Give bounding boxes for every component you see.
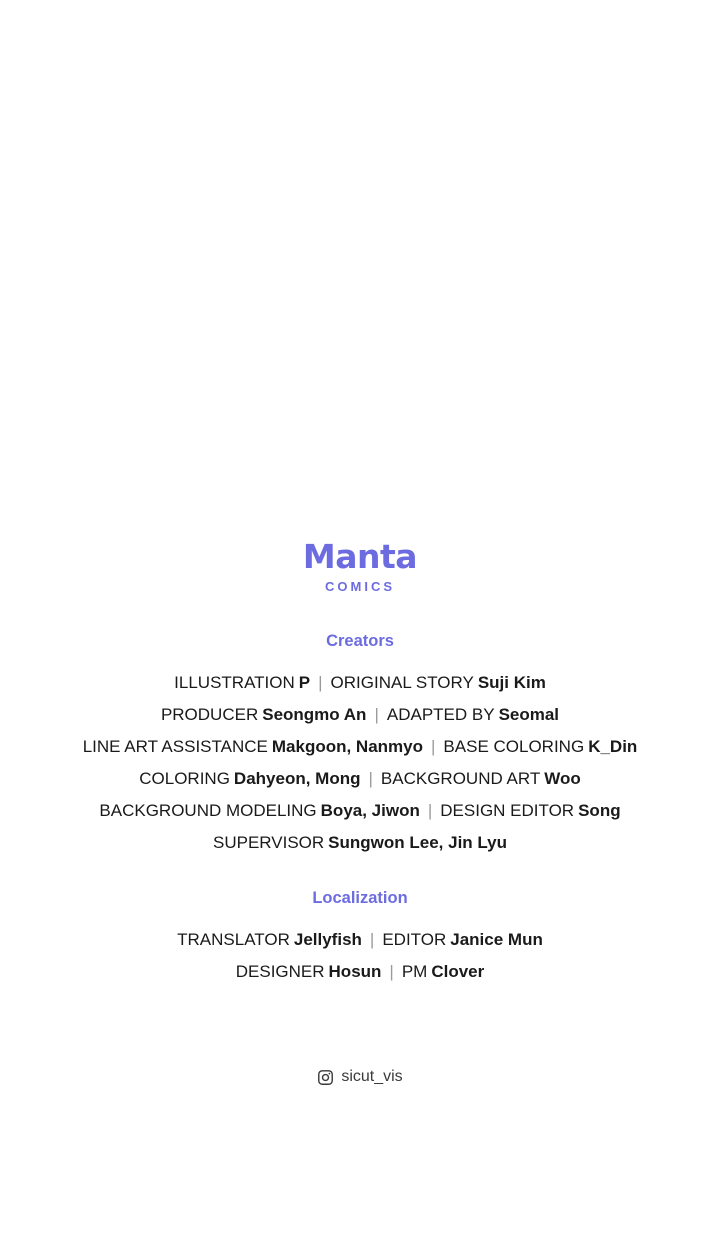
credit-line [161,699,559,731]
credit-line [99,795,620,827]
credit-role: ADAPTED BY [386,705,495,724]
credit-name: Seongmo An [262,705,367,724]
credit-separator: | [427,801,433,820]
credit-role: LINE ART ASSISTANCE [82,737,268,756]
credit-separator: | [318,673,323,692]
credit-name: Boya, Jiwon [320,801,420,820]
credit-role: DESIGNER [235,962,325,981]
credit-line [139,763,581,795]
credit-separator: | [368,769,373,788]
credit-role: BASE COLORING [443,737,585,756]
credit-name: Janice Mun [450,930,543,949]
credit-role: COLORING [139,769,230,788]
credit-separator: | [369,930,375,949]
credit-separator: | [374,705,379,724]
social-handle-text: sicut_vis [341,1068,403,1085]
credit-name: Hosun [328,962,382,981]
credit-role: EDITOR [382,930,447,949]
credit-name: Sungwon Lee, Jin Lyu [328,833,507,852]
credit-name: P [298,673,311,692]
credit-role: PM [401,962,428,981]
credit-name: Jellyfish [293,930,362,949]
credit-name: Dahyeon, Mong [233,769,361,788]
credit-separator: | [431,737,436,756]
credit-name: Woo [544,769,581,788]
instagram-icon [317,1069,334,1086]
credit-line [177,924,543,956]
credit-role: DESIGN EDITOR [440,801,575,820]
credit-name: K_Din [588,737,638,756]
credit-name: Clover [431,962,485,981]
manta-logo-subtitle: COMICS [325,579,395,594]
credit-separator: | [389,962,394,981]
section-title-localization: Localization [312,889,408,907]
credit-name: Suji Kim [477,673,546,692]
credit-role: BACKGROUND MODELING [99,801,317,820]
credit-role: TRANSLATOR [177,930,290,949]
credit-role: BACKGROUND ART [380,769,541,788]
section-title-creators: Creators [326,632,394,650]
credits-block [0,537,720,988]
credit-role: ORIGINAL STORY [330,673,474,692]
credit-line [213,827,507,859]
credit-role: ILLUSTRATION [174,673,295,692]
credit-line [83,731,638,763]
credit-role: PRODUCER [160,705,259,724]
manta-logo: Manta [302,537,418,576]
credit-line [174,667,546,699]
credit-name: Song [578,801,621,820]
social-handle-row[interactable] [0,1068,720,1086]
credit-line [236,956,485,988]
credit-name: Seomal [498,705,560,724]
credit-role: SUPERVISOR [213,833,325,852]
credit-name: Makgoon, Nanmyo [271,737,423,756]
